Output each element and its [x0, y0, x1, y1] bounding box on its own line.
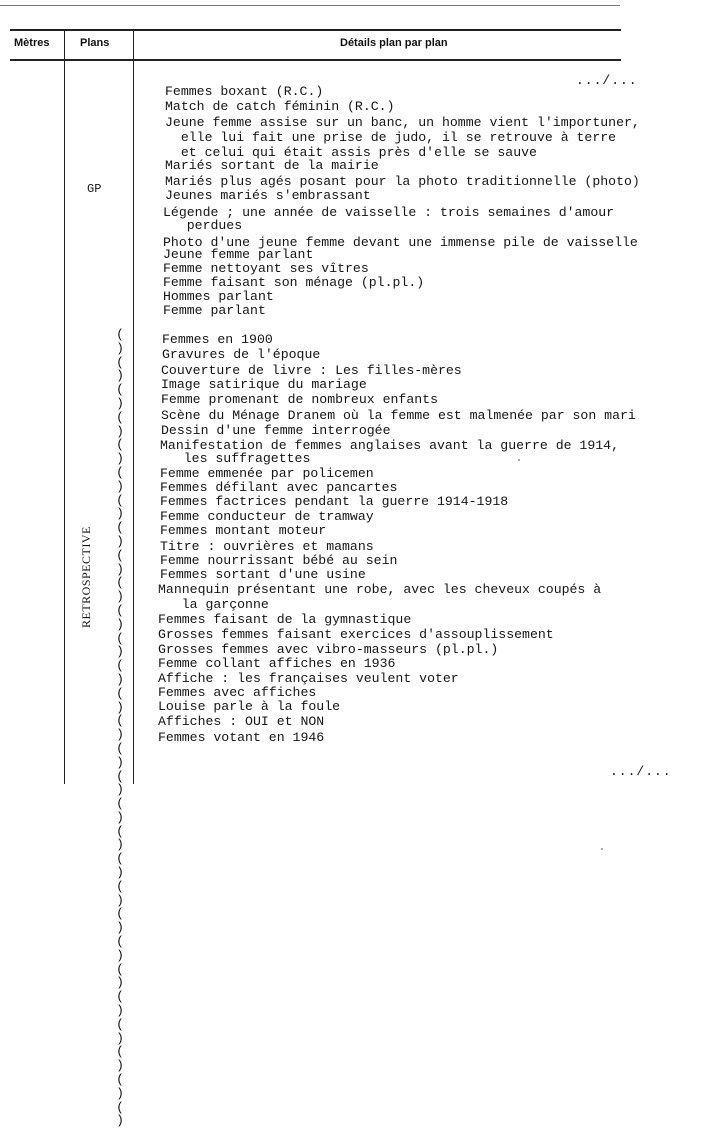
shot-detail-line: Affiches : OUI et NON	[158, 714, 325, 729]
header-plans: Plans	[80, 37, 110, 49]
shot-detail-line: Manifestation de femmes anglaises avant la guerre de 1914,	[160, 438, 619, 453]
shot-detail-line: Gravures de l'époque	[162, 347, 321, 362]
shot-detail-line: Femme promenant de nombreux enfants	[161, 392, 438, 407]
shot-detail-line: la garçonne	[158, 597, 269, 612]
shot-detail-line: Jeunes mariés s'embrassant	[165, 188, 371, 203]
shot-detail-line: Grosses femmes avec vibro-masseurs (pl.pl.)	[158, 642, 499, 657]
shot-detail-line: Hommes parlant	[163, 289, 274, 304]
shot-detail-line: Scène du Ménage Dranem où la femme est malmenée par son mari	[161, 408, 636, 423]
shot-detail-line: Femme nettoyant ses vîtres	[163, 261, 369, 276]
shot-detail-line: Femmes votant en 1946	[158, 730, 325, 745]
shot-detail-line: Jeune femme parlant	[163, 247, 314, 262]
shot-detail-line: Légende ; une année de vaisselle : trois semaines d'amour	[163, 205, 615, 220]
shot-detail-line: Femmes factrices pendant la guerre 1914-1918	[160, 494, 509, 509]
shot-detail-line: elle lui fait une prise de judo, il se retrouve à terre	[165, 130, 617, 145]
retrospective-brackets: ( ) ( ) ( ) ( ) ( ) ( ) ( ) ( ) ( ) ( ) ( ) ( ) ( ) ( ) ( ) ( ) ( ) ( ) ( ) ( ) ( ) ( ) ( ) ( ) ( ) ( ) ( ) ( ) ( )	[116, 327, 124, 1128]
shot-detail-line: Grosses femmes faisant exercices d'assouplissement	[158, 627, 554, 642]
continuation-marker-bottom: .../...	[610, 764, 672, 779]
shot-detail-line: Femme nourrissant bébé au sein	[160, 553, 398, 568]
shot-detail-line: Match de catch féminin (R.C.)	[165, 99, 395, 114]
shot-detail-line: Femme emmenée par policemen	[160, 466, 374, 481]
shot-detail-line: Affiche : les françaises veulent voter	[158, 671, 459, 686]
shot-detail-line: Femmes montant moteur	[160, 523, 327, 538]
shot-detail-line: et celui qui était assis près d'elle se sauve	[165, 145, 537, 160]
shot-detail-line: les suffragettes	[160, 451, 311, 466]
scan-speck	[601, 848, 603, 850]
shot-detail-line: Femme conducteur de tramway	[160, 509, 374, 524]
shot-detail-line: Mariés plus agés posant pour la photo traditionnelle (photo)	[165, 174, 640, 189]
shot-detail-line: Femmes sortant d'une usine	[160, 567, 366, 582]
shot-detail-line: Jeune femme assise sur un banc, un homme vient l'importuner,	[165, 115, 640, 130]
continuation-marker-top: .../...	[576, 73, 638, 88]
shot-detail-line: Mariés sortant de la mairie	[165, 158, 379, 173]
header-details: Détails plan par plan	[340, 37, 448, 49]
shot-detail-line: Femmes en 1900	[162, 332, 273, 347]
shot-detail-line: Femme parlant	[163, 303, 266, 318]
shot-detail-line: Dessin d'une femme interrogée	[161, 423, 391, 438]
shot-detail-line: Mannequin présentant une robe, avec les cheveux coupés à	[158, 582, 602, 597]
shot-detail-line: Louise parle à la foule	[158, 699, 341, 714]
shot-detail-line: Femmes défilant avec pancartes	[160, 480, 398, 495]
shot-detail-line: perdues	[163, 218, 243, 233]
shot-detail-line: Femmes avec affiches	[158, 685, 317, 700]
shot-detail-line: Femme collant affiches en 1936	[158, 656, 396, 671]
scan-speck	[518, 459, 520, 461]
shot-detail-line: Femmes faisant de la gymnastique	[158, 612, 412, 627]
shot-detail-line: Couverture de livre : Les filles-mères	[161, 363, 462, 378]
plan-label-gp: GP	[87, 182, 102, 196]
shot-detail-line: Femmes boxant (R.C.)	[165, 84, 324, 99]
shot-detail-line: Photo d'une jeune femme devant une immense pile de vaisselle	[163, 235, 638, 250]
shot-detail-line: Titre : ouvrières et mamans	[160, 539, 374, 554]
header-metres: Mètres	[14, 37, 50, 49]
shot-detail-line: Femme faisant son ménage (pl.pl.)	[163, 275, 425, 290]
plan-label-retrospective: RETROSPECTIVE	[79, 526, 93, 628]
shot-detail-line: Image satirique du mariage	[161, 377, 367, 392]
